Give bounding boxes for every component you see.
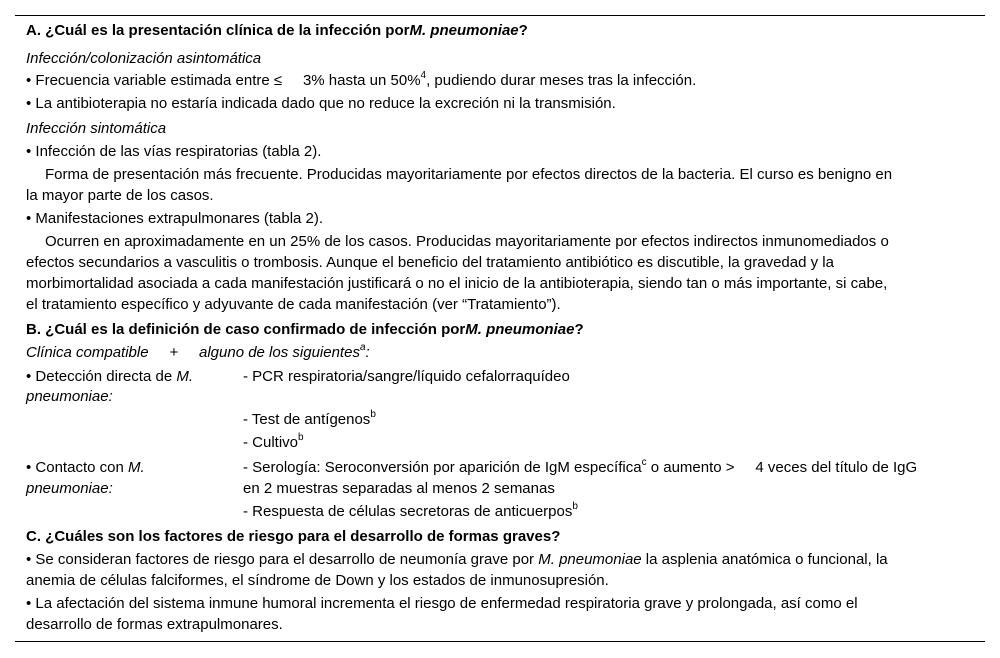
contact-label-organism: pneumoniae: [26, 480, 113, 497]
section-b-heading: B. ¿Cuál es la definición de caso confirmado de infección porM. pneumoniae? [26, 321, 584, 338]
humoral-bullet-line2: desarrollo de formas extrapulmonares. [26, 616, 283, 633]
respiratory-text-line: la mayor parte de los casos. [26, 187, 214, 204]
criteria-line: Clínica compatible + alguno de los siguientes$^a$: [26, 342, 370, 361]
direct-item-culture: - Cultivo$^b$ [243, 432, 304, 451]
contact-item-serology: - Serología: Seroconversión por aparición de IgM específica$^c$ o aumento > 4 veces del título de IgG [243, 457, 918, 476]
respiratory-text-line: Forma de presentación más frecuente. Producidas mayoritariamente por efectos directos de la bacteria. El curso es benigno en [45, 166, 893, 183]
respiratory-bullet: • Infección de las vías respiratorias (tabla 2). [26, 143, 322, 160]
asymptomatic-title: Infección/colonización asintomática [26, 50, 262, 67]
direct-detection-label: • Detección directa de M. [26, 368, 194, 385]
contact-item-antibody-cells: - Respuesta de células secretoras de anticuerpos$^b$ [243, 501, 578, 520]
contact-label: • Contacto con M. [26, 459, 145, 476]
risk-bullet: • Se consideran factores de riesgo para el desarrollo de neumonía grave por M. pneumoniae la asplenia anatómica o funcional, la [26, 551, 888, 568]
section-a-heading: A. ¿Cuál es la presentación clínica de la infección porM. pneumoniae? [26, 22, 528, 39]
direct-detection-label-organism: pneumoniae: [26, 388, 113, 405]
symptomatic-title: Infección sintomática [26, 120, 167, 137]
top-rule [15, 15, 985, 16]
risk-bullet-line2: anemia de células falciformes, el síndrome de Down y los estados de inmunosupresión. [26, 572, 609, 589]
extrapulmonary-text-line: Ocurren en aproximadamente en un 25% de los casos. Producidas mayoritariamente por efectos indirectos inmunomediados o [45, 233, 889, 250]
direct-item-pcr: - PCR respiratoria/sangre/líquido cefalorraquídeo [243, 368, 570, 385]
extrapulmonary-text-line: el tratamiento específico y adyuvante de cada manifestación (ver “Tratamiento”). [26, 296, 561, 313]
humoral-bullet: • La afectación del sistema inmune humoral incrementa el riesgo de enfermedad respiratoria grave y prolongada, así como el [26, 595, 858, 612]
section-c-heading: C. ¿Cuáles son los factores de riesgo para el desarrollo de formas graves? [26, 528, 561, 545]
asymptomatic-bullet-antibiotics: • La antibioterapia no estaría indicada dado que no reduce la excreción ni la transmisión. [26, 95, 616, 112]
bottom-rule [15, 641, 985, 642]
direct-item-antigen-test: - Test de antígenos$^b$ [243, 409, 376, 428]
asymptomatic-bullet-frequency: • Frecuencia variable estimada entre ≤ 3% hasta un 50%$^4$, pudiendo durar meses tras la infección. [26, 70, 697, 89]
extrapulmonary-bullet: • Manifestaciones extrapulmonares (tabla 2). [26, 210, 324, 227]
extrapulmonary-text-line: morbimortalidad asociada a cada manifestación justificará o no el inicio de la antibioterapia, siendo tan o más importante, si cabe, [26, 275, 888, 292]
extrapulmonary-text-line: efectos secundarios a vasculitis o trombosis. Aunque el beneficio del tratamiento antibiótico es discutible, la gravedad y la [26, 254, 834, 271]
contact-item-serology-line2: en 2 muestras separadas al menos 2 semanas [243, 480, 555, 497]
